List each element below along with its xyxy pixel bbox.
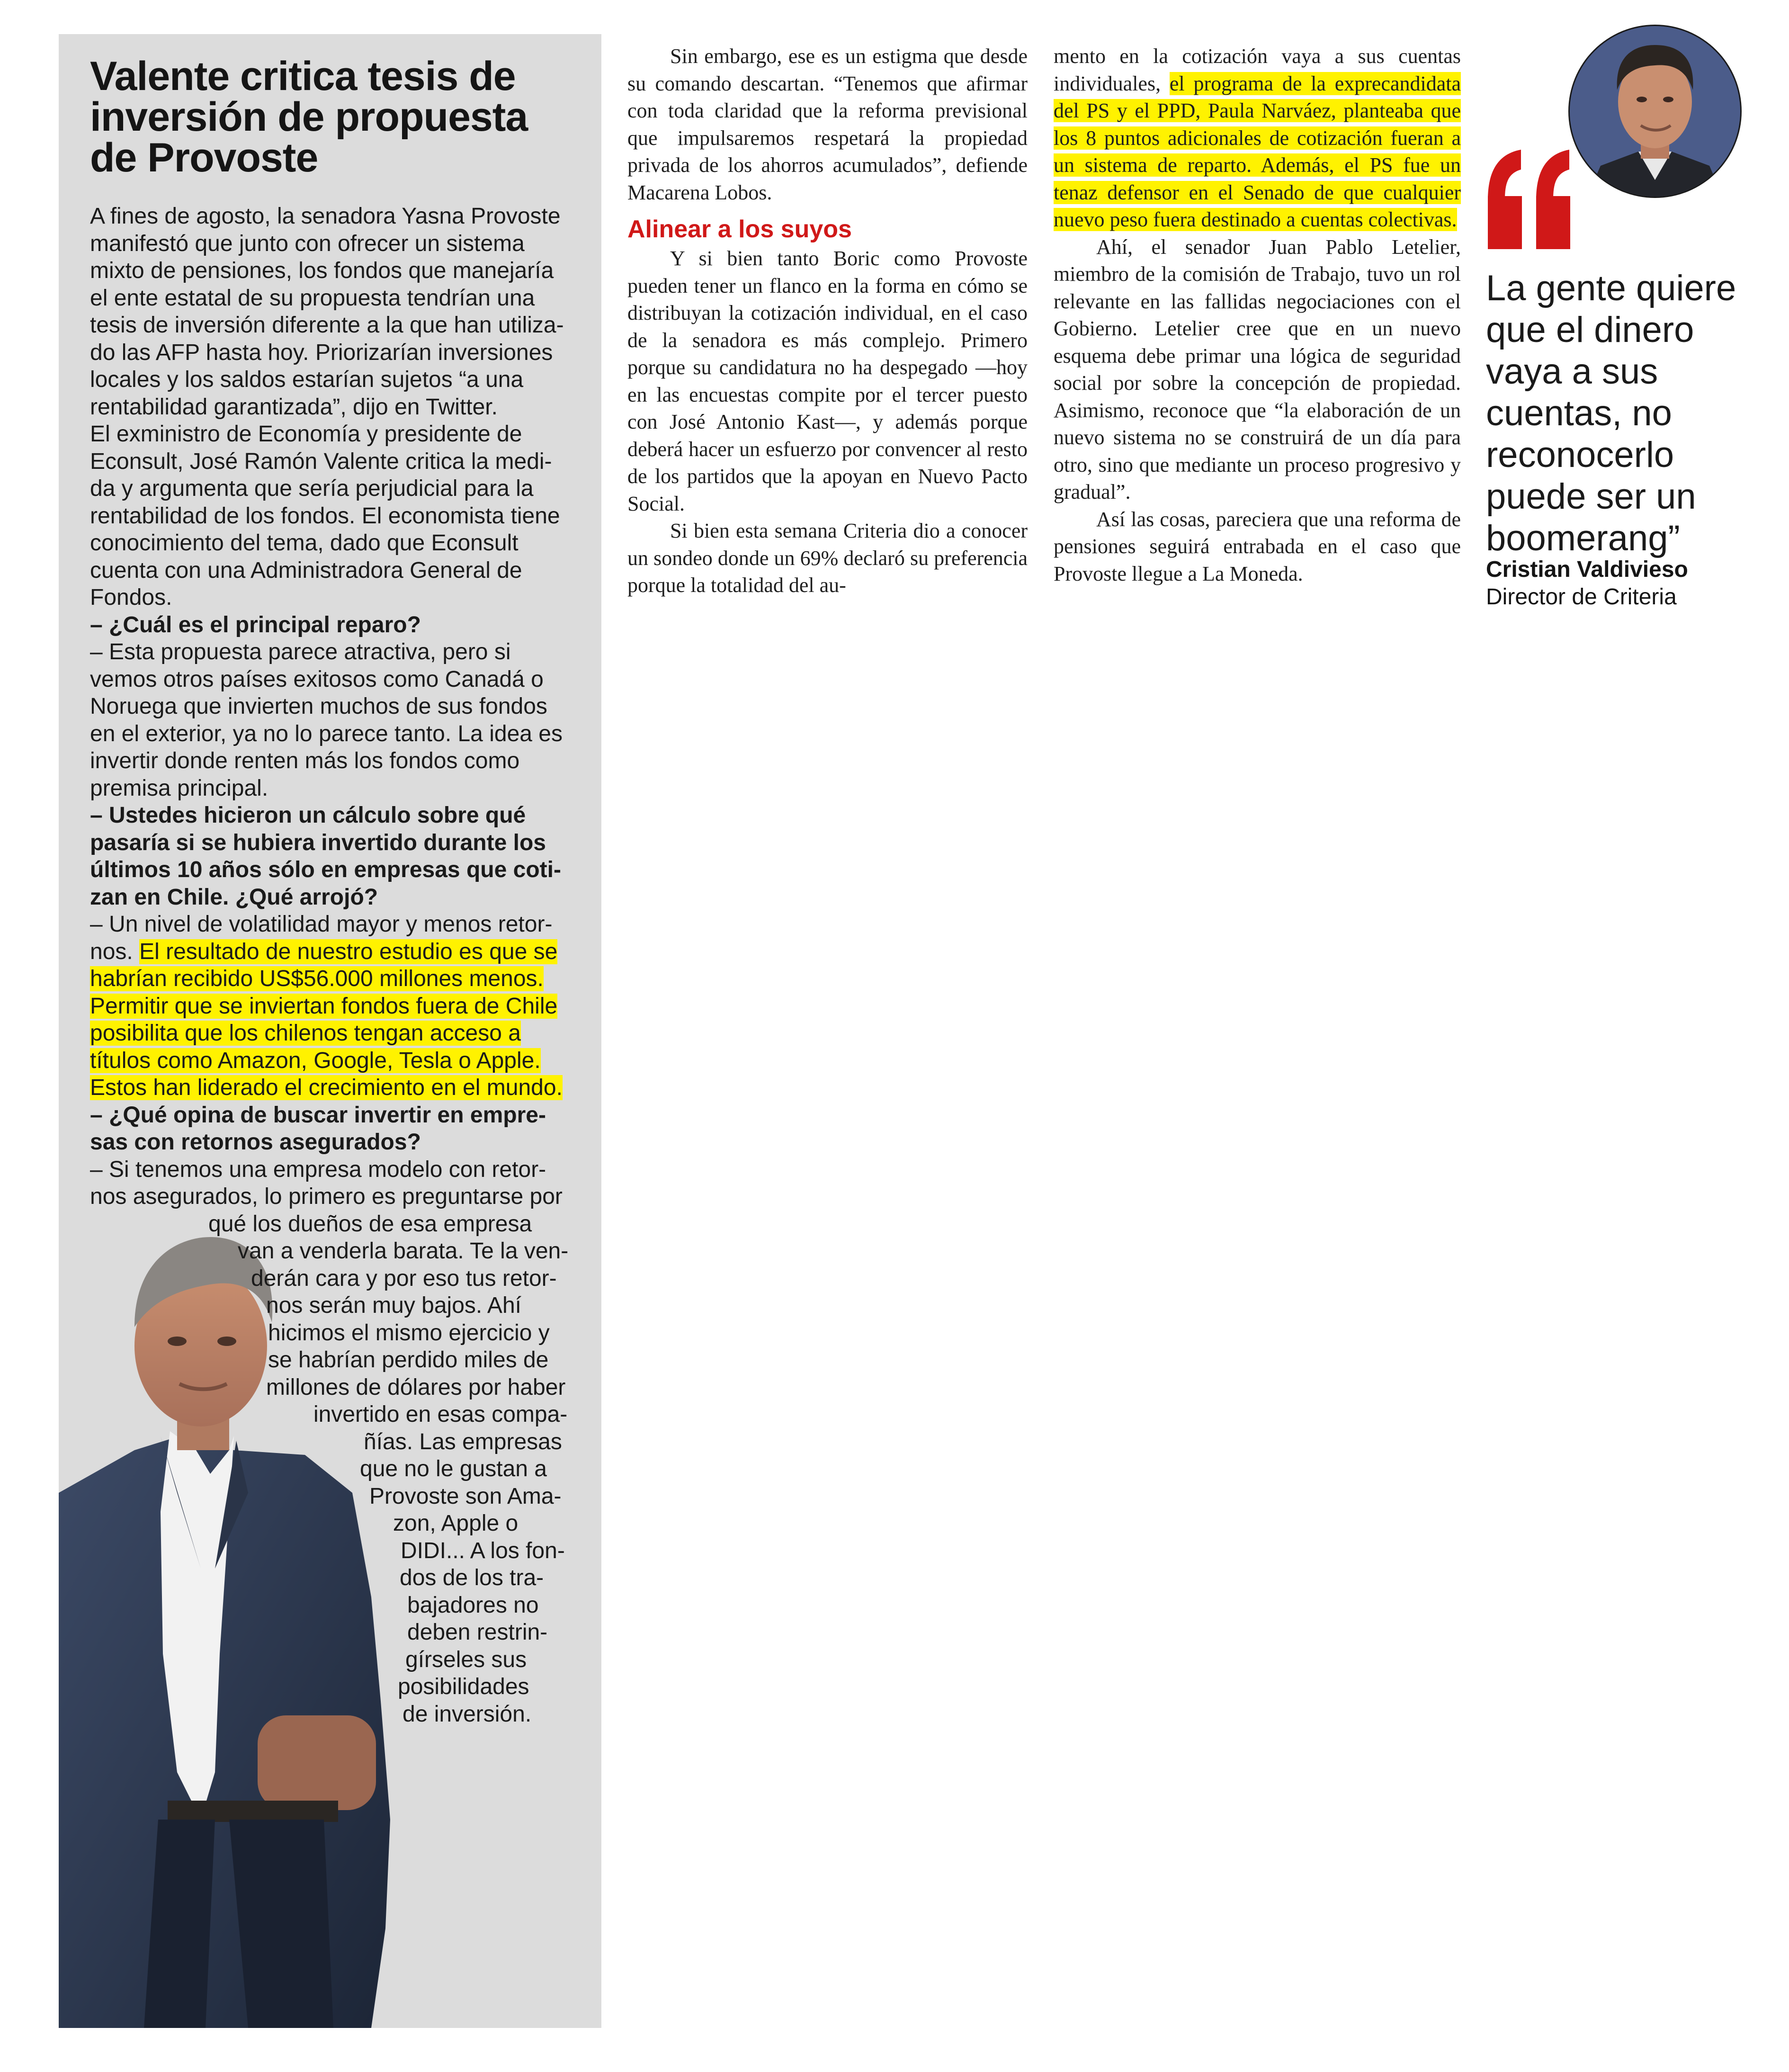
line-text: da y argumenta que sería perjudicial para la (90, 476, 534, 501)
line-text: rentabilidad de los fondos. El economista tiene (90, 503, 560, 529)
line-text: Provoste son Ama- (369, 1483, 562, 1509)
interview-text-line (90, 1238, 592, 1265)
line-text: A fines de agosto, la senadora Yasna Provoste (90, 204, 561, 229)
line-text: el ente estatal de su propuesta tendrían una (90, 285, 535, 311)
interview-text-line (90, 1047, 592, 1075)
line-text: premisa principal. (90, 775, 268, 801)
interview-text-line (90, 965, 592, 993)
interview-text-line (90, 1183, 592, 1211)
interview-text-line (90, 1646, 592, 1674)
interview-text-line (90, 1292, 592, 1319)
interview-text-line (90, 938, 592, 966)
line-text: zon, Apple o (393, 1511, 519, 1536)
highlighted-text: posibilita que los chilenos tengan acceso a (90, 1021, 521, 1046)
line-text: zan en Chile. ¿Qué arrojó? (90, 884, 378, 910)
interview-text-line (90, 1701, 592, 1728)
interview-text-line (90, 557, 592, 584)
interview-question-line (90, 884, 592, 911)
line-text: – Un nivel de volatilidad mayor y menos retor- (90, 912, 553, 937)
line-text: invertido en esas compa- (313, 1402, 568, 1427)
interview-text-line (90, 666, 592, 693)
line-text: nos asegurados, lo primero es preguntarse por (90, 1184, 563, 1209)
interview-text-line (90, 1537, 592, 1565)
pull-quote-author-role: Director de Criteria (1486, 584, 1677, 610)
interview-text-line (90, 1619, 592, 1646)
line-text: en el exterior, ya no lo parece tanto. La idea es (90, 721, 563, 746)
interview-question-line (90, 1129, 592, 1156)
line-text: millones de dólares por haber (266, 1374, 566, 1400)
line-text: nos serán muy bajos. Ahí (266, 1293, 521, 1318)
line-text: últimos 10 años sólo en empresas que coti- (90, 857, 561, 882)
interview-question-line (90, 829, 592, 857)
interview-text-line (90, 1673, 592, 1701)
line-text: mixto de pensiones, los fondos que manejaría (90, 258, 554, 283)
quote-mark-icon (1486, 147, 1573, 251)
line-text: deben restrin- (407, 1620, 548, 1645)
interview-text-line (90, 747, 592, 775)
interview-text-line (90, 911, 592, 938)
line-text: Fondos. (90, 585, 172, 610)
interview-text-line (90, 1211, 592, 1238)
pull-quote-author: Cristian Valdivieso (1486, 557, 1688, 582)
interview-text-line (90, 475, 592, 502)
line-text: nos. (90, 939, 140, 964)
interview-text-line (90, 366, 592, 394)
sidebar-headline: Valente critica tesis de inversión de propuesta de Provoste (90, 54, 528, 180)
line-text: locales y los saldos estarían sujetos “a una (90, 367, 524, 392)
column3-paragraph-2: Ahí, el senador Juan Pablo Letelier, miembro de la comisión de Trabajo, tuvo un rol relevante en las fallidas negociaciones con el Gobierno. Letelier cree que en un nuevo esquema debe primar una lógica de seguridad social por sobre la concepción de propiedad. Asimismo, reconoce que “la elaboración de un nuevo sistema no se construirá de un día para otro, sino que mediante un proceso progresivo y gradual”. (1054, 235, 1461, 503)
interview-text-line (90, 1455, 592, 1483)
article-column-3 (1054, 43, 1461, 587)
interview-text-line (90, 1265, 592, 1292)
line-text: Econsult, José Ramón Valente critica la medi- (90, 448, 552, 474)
highlighted-text: habrían recibido US$56.000 millones menos. (90, 966, 544, 991)
line-text: DIDI... A los fon- (401, 1538, 565, 1563)
line-text: bajadores no (407, 1592, 539, 1618)
interview-sidebar (59, 34, 601, 2028)
interview-question-line (90, 856, 592, 884)
line-text: manifestó que junto con ofrecer un sistema (90, 231, 525, 256)
line-text: qué los dueños de esa empresa (208, 1211, 532, 1237)
interview-question-line (90, 611, 592, 639)
interview-text-line (90, 993, 592, 1020)
pull-quote-text: La gente quiere que el dinero vaya a sus cuentas, no reconocerlo puede ser un boomerang” (1486, 268, 1736, 558)
line-text: vemos otros países exitosos como Canadá o (90, 666, 544, 692)
line-text: gírseles sus (405, 1647, 527, 1672)
line-text: – Si tenemos una empresa modelo con retor- (90, 1157, 546, 1182)
sidebar-interview-text (90, 203, 592, 1728)
line-text: pasaría si se hubiera invertido durante los (90, 830, 546, 855)
interview-text-line (90, 1374, 592, 1401)
interview-text-line (90, 638, 592, 666)
column2-intro: Sin embargo, ese es un estigma que desde su comando descartan. “Tenemos que afirmar con toda claridad que la reforma previsional que impulsaremos respetará la propiedad privada de los ahorros acumulados”, defiende Macarena Lobos. (627, 45, 1028, 204)
line-text: Noruega que invierten muchos de sus fondos (90, 694, 547, 719)
line-text: invertir donde renten más los fondos como (90, 748, 520, 773)
highlighted-text: títulos como Amazon, Google, Tesla o Apple. (90, 1048, 541, 1073)
column2-paragraph-1: Y si bien tanto Boric como Provoste pueden tener un flanco en la forma en cómo se distribuyan la cotización individual, en el caso de la senadora es más complejo. Primero porque su candidatura no ha despegado —hoy en las encuestas compite por el tercer puesto con José Antonio Kast—, y además porque deberá hacer un esfuerzo por convencer al resto de los partidos que la apoyan en Nuevo Pacto Social. (627, 247, 1028, 515)
interview-text-line (90, 1510, 592, 1537)
section-subheading: Alinear a los suyos (627, 215, 852, 243)
interview-text-line (90, 394, 592, 421)
interview-text-line (90, 502, 592, 530)
interview-text-line (90, 529, 592, 557)
article-column-2 (627, 43, 1028, 599)
interview-text-line (90, 448, 592, 475)
line-text: do las AFP hasta hoy. Priorizarían inversiones (90, 340, 553, 365)
interview-text-line (90, 1592, 592, 1619)
interview-text-line (90, 1483, 592, 1510)
line-text: El exministro de Economía y presidente de (90, 422, 522, 447)
interview-text-line (90, 1346, 592, 1374)
interview-text-line (90, 720, 592, 748)
line-text: conocimiento del tema, dado que Econsult (90, 530, 519, 556)
line-text: que no le gustan a (360, 1456, 547, 1481)
line-text: – ¿Qué opina de buscar invertir en empre- (90, 1102, 546, 1128)
line-text: de inversión. (403, 1701, 532, 1727)
interview-text-line (90, 1074, 592, 1102)
highlighted-text: El resultado de nuestro estudio es que se (139, 939, 558, 964)
line-text: tesis de inversión diferente a la que han utiliza- (90, 313, 564, 338)
interview-text-line (90, 312, 592, 339)
line-text: cuenta con una Administradora General de (90, 557, 522, 583)
column3-paragraph-1 (1054, 43, 1461, 233)
interview-text-line (90, 775, 592, 802)
column3-paragraph-3: Así las cosas, pareciera que una reforma de pensiones seguirá entrabada en el caso que Provoste llegue a La Moneda. (1054, 507, 1461, 585)
line-text: van a venderla barata. Te la ven- (238, 1238, 569, 1264)
line-text: se habrían perdido miles de (268, 1347, 549, 1372)
cristian-valdivieso-photo (1567, 24, 1743, 199)
column2-paragraph-2: Si bien esta semana Criteria dio a conocer un sondeo donde un 69% declaró su preferencia porque la totalidad del au- (627, 519, 1028, 597)
highlighted-passage: el programa de la exprecandidata del PS y el PPD, Paula Narváez, planteaba que los 8 puntos adicionales de cotización fueran a un sistema de reparto. Además, el PS fue un tenaz defensor en el Senado de que cualquier nuevo peso fuera destinado a cuentas colectivas. (1054, 72, 1461, 231)
interview-text-line (90, 693, 592, 720)
interview-text-line (90, 285, 592, 312)
line-text: – ¿Cuál es el principal reparo? (90, 612, 421, 637)
interview-text-line (90, 1428, 592, 1456)
highlighted-text: Permitir que se inviertan fondos fuera de Chile (90, 993, 558, 1019)
interview-text-line (90, 339, 592, 367)
line-text: ñías. Las empresas (364, 1429, 562, 1454)
interview-text-line (90, 1564, 592, 1592)
interview-text-line (90, 421, 592, 448)
column3-paragraph-1-start: mento en la cotización vaya a sus cuentas individuales, (1054, 45, 1461, 95)
line-text: posibilidades (398, 1674, 529, 1699)
interview-text-line (90, 1020, 592, 1047)
interview-text-line (90, 1401, 592, 1428)
interview-text-line (90, 230, 592, 258)
interview-text-line (90, 203, 592, 230)
line-text: derán cara y por eso tus retor- (251, 1265, 557, 1291)
highlighted-text: Estos han liderado el crecimiento en el mundo. (90, 1075, 563, 1100)
line-text: – Ustedes hicieron un cálculo sobre qué (90, 803, 526, 828)
line-text: – Esta propuesta parece atractiva, pero si (90, 639, 511, 664)
interview-text-line (90, 584, 592, 611)
line-text: hicimos el mismo ejercicio y (268, 1320, 550, 1345)
interview-question-line (90, 802, 592, 829)
line-text: sas con retornos asegurados? (90, 1130, 421, 1155)
interview-text-line (90, 1319, 592, 1347)
interview-text-line (90, 1156, 592, 1184)
interview-question-line (90, 1102, 592, 1129)
interview-text-line (90, 257, 592, 285)
line-text: dos de los tra- (400, 1565, 544, 1590)
line-text: rentabilidad garantizada”, dijo en Twitter. (90, 394, 498, 420)
